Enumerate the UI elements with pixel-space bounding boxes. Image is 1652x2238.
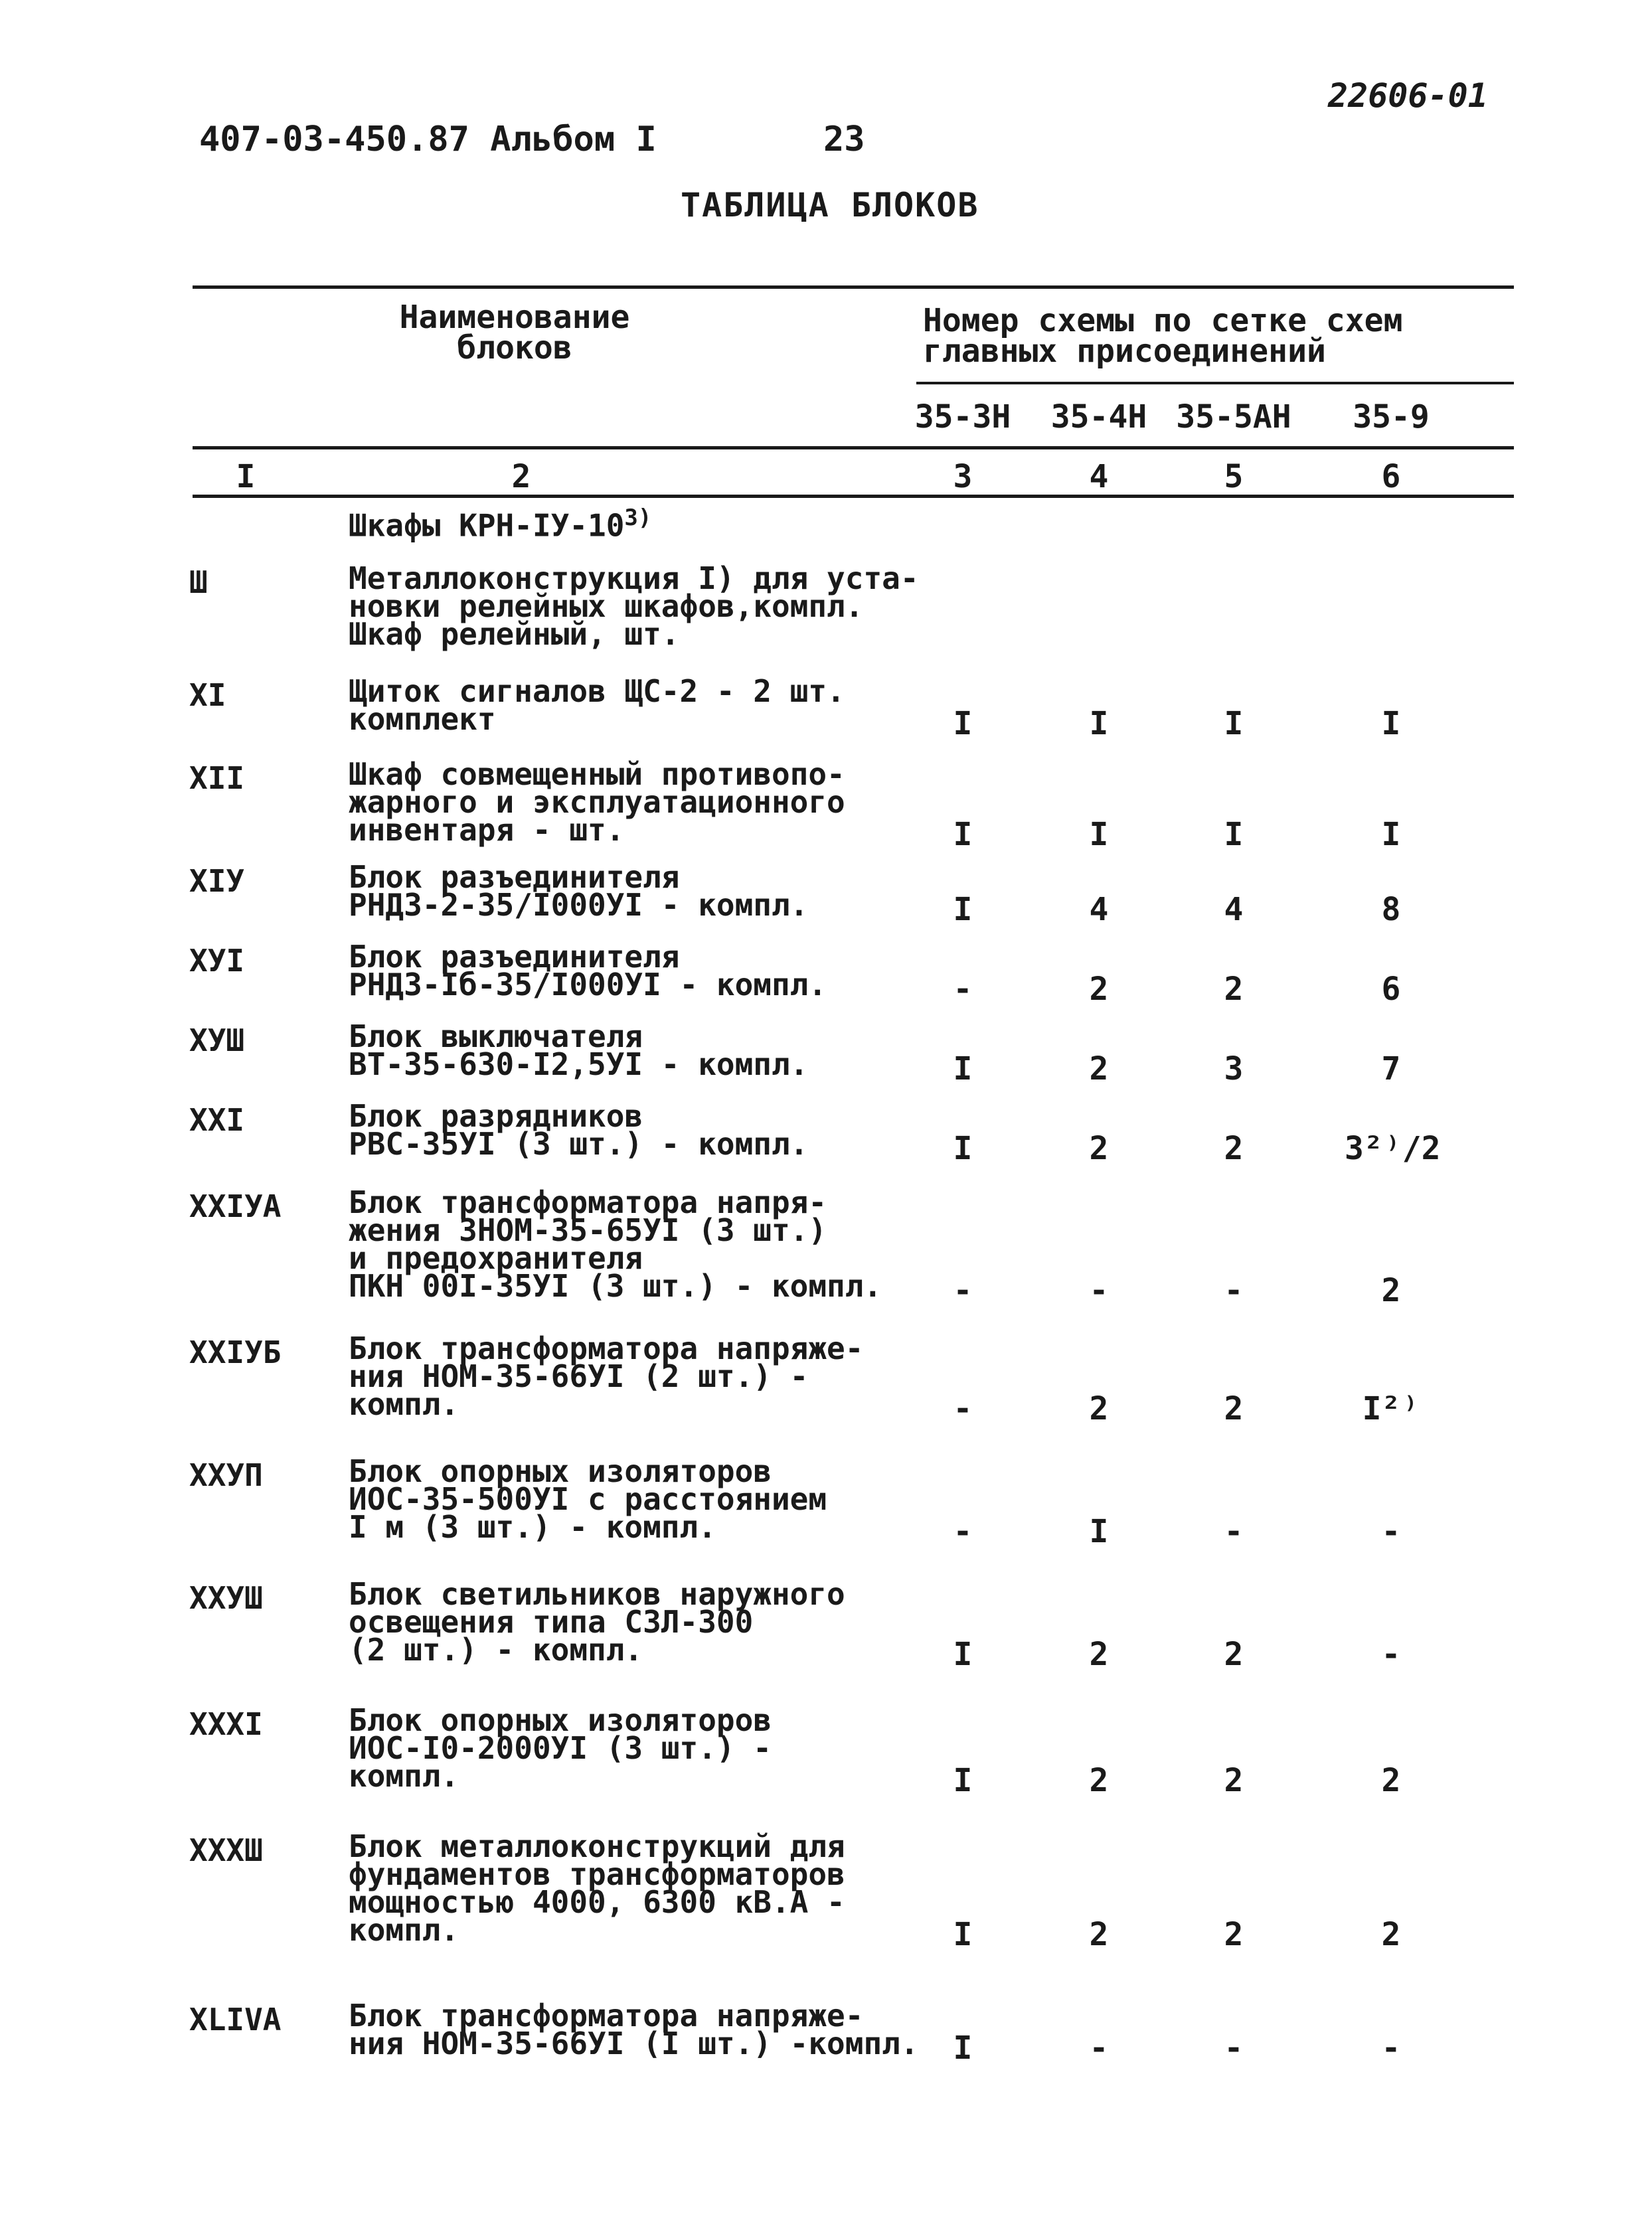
scheme-code: 35-3Н — [914, 398, 1011, 436]
page-number: 23 — [823, 120, 865, 159]
quantity-v4: 2 — [1089, 1636, 1109, 1673]
quantity-v3: - — [953, 971, 973, 1008]
quantity-v6: 2 — [1381, 1916, 1401, 1953]
quantity-v5: 3 — [1224, 1050, 1244, 1087]
block-name: Блок опорных изоляторов ИОС-35-500УI с расстоянием I м (3 шт.) - компл. — [349, 1453, 827, 1545]
quantity-v3: I — [953, 1050, 973, 1087]
column-header-name: Наименование блоков — [399, 299, 630, 366]
quantity-v5: 4 — [1224, 891, 1244, 928]
quantity-v4: 2 — [1089, 971, 1109, 1008]
quantity-v4: 2 — [1089, 1050, 1109, 1087]
quantity-v5: I — [1224, 816, 1244, 853]
block-code: XXI — [189, 1102, 245, 1138]
quantity-v4: 4 — [1089, 891, 1109, 928]
column-number: 4 — [1089, 458, 1109, 495]
quantity-v3: I — [953, 705, 973, 742]
quantity-v6: 6 — [1381, 971, 1401, 1008]
quantity-v6: 2 — [1381, 1272, 1401, 1309]
header-bottom-rule — [193, 446, 1514, 449]
block-name: Металлоконструкция I) для уста- новки релейных шкафов,компл. Шкаф релейный, шт. — [349, 560, 919, 652]
quantity-v4: I — [1089, 1513, 1109, 1550]
block-name: Блок трансформатора напря- жения ЗНОМ-35-65УI (3 шт.) и предохранителя ПКН 00I-35УI (3 шт.) - компл. — [349, 1184, 882, 1304]
quantity-v5: I — [1224, 705, 1244, 742]
quantity-v5: 2 — [1224, 971, 1244, 1008]
block-name: Блок светильников наружного освещения типа СЗЛ-300 (2 шт.) - компл. — [349, 1576, 845, 1668]
quantity-v3: I — [953, 1636, 973, 1673]
quantity-v4: - — [1089, 2030, 1109, 2067]
quantity-v6: - — [1381, 1513, 1401, 1550]
quantity-v4: 2 — [1089, 1762, 1109, 1799]
quantity-v3: I — [953, 1916, 973, 1953]
quantity-v6: 2 — [1381, 1762, 1401, 1799]
column-number: 2 — [511, 458, 531, 495]
section-label — [349, 505, 651, 543]
block-code: XXУШ — [189, 1580, 263, 1616]
quantity-v4: 2 — [1089, 1916, 1109, 1953]
quantity-v6: I²⁾ — [1362, 1390, 1420, 1427]
block-code: XLIVА — [189, 2002, 282, 2038]
quantity-v4: I — [1089, 816, 1109, 853]
quantity-v3: I — [953, 1130, 973, 1167]
quantity-v5: - — [1224, 2030, 1244, 2067]
quantity-v6: 7 — [1381, 1050, 1401, 1087]
quantity-v5: 2 — [1224, 1390, 1244, 1427]
block-code: XIУ — [189, 863, 245, 899]
column-header-scheme: Номер схемы по сетке схем главных присоединений — [923, 302, 1403, 370]
quantity-v5: - — [1224, 1513, 1244, 1550]
quantity-v3: I — [953, 816, 973, 853]
block-code: XXIУБ — [189, 1334, 282, 1370]
column-number: 6 — [1381, 458, 1401, 495]
scheme-header-rule — [916, 382, 1514, 384]
block-name: Блок разъединителя РНДЗ-2-35/I000УI - компл. — [349, 859, 809, 923]
quantity-v3: - — [953, 1272, 973, 1309]
quantity-v4: I — [1089, 705, 1109, 742]
column-number: 5 — [1224, 458, 1244, 495]
block-code: XXXI — [189, 1706, 263, 1742]
scheme-code: 35-5АН — [1176, 398, 1291, 436]
block-name: Блок металлоконструкций для фундаментов трансформаторов мощностью 4000, 6300 кВ.А - компл. — [349, 1828, 845, 1948]
block-name: Блок трансформатора напряже- ния НОМ-35-66УI (I шт.) -компл. — [349, 1998, 919, 2061]
block-code: ХУI — [189, 943, 245, 979]
quantity-v3: I — [953, 891, 973, 928]
column-number: 3 — [953, 458, 973, 495]
column-number: I — [236, 458, 256, 495]
quantity-v5: 2 — [1224, 1762, 1244, 1799]
block-name: Блок выключателя ВТ-35-630-I2,5УI - компл. — [349, 1018, 809, 1082]
quantity-v6: 3²⁾/2 — [1345, 1130, 1441, 1167]
quantity-v3: I — [953, 2030, 973, 2067]
block-name: Блок опорных изоляторов ИОС-I0-2000УI (3 шт.) - компл. — [349, 1702, 772, 1794]
archive-stamp: 22606-01 — [1328, 76, 1488, 115]
block-code: XXIУА — [189, 1188, 282, 1224]
block-code: XII — [189, 760, 245, 796]
quantity-v4: 2 — [1089, 1130, 1109, 1167]
quantity-v4: - — [1089, 1272, 1109, 1309]
block-name: Блок разрядников РВС-35УI (3 шт.) - компл. — [349, 1098, 809, 1162]
scheme-code: 35-9 — [1353, 398, 1430, 436]
scheme-code: 35-4Н — [1050, 398, 1147, 436]
quantity-v6: - — [1381, 2030, 1401, 2067]
block-code: XI — [189, 677, 226, 713]
block-name: Шкаф совмещенный противопо- жарного и эксплуатационного инвентаря - шт. — [349, 756, 845, 848]
block-code: XXУП — [189, 1457, 263, 1493]
block-name: Щиток сигналов ЩС-2 - 2 шт. комплект — [349, 673, 845, 737]
quantity-v5: 2 — [1224, 1916, 1244, 1953]
quantity-v6: 8 — [1381, 891, 1401, 928]
block-code: XXXШ — [189, 1832, 263, 1868]
quantity-v4: 2 — [1089, 1390, 1109, 1427]
quantity-v5: 2 — [1224, 1636, 1244, 1673]
document-code: 407-03-450.87 Альбом I — [199, 120, 657, 159]
quantity-v5: - — [1224, 1272, 1244, 1309]
block-name: Блок трансформатора напряже- ния НОМ-35-66УI (2 шт.) - компл. — [349, 1330, 864, 1422]
quantity-v3: - — [953, 1390, 973, 1427]
quantity-v6: - — [1381, 1636, 1401, 1673]
table-top-rule — [193, 285, 1514, 289]
quantity-v3: I — [953, 1762, 973, 1799]
page-title: ТАБЛИЦА БЛОКОВ — [681, 186, 979, 224]
section-label-text: Шкафы КРН-IУ-10 — [349, 507, 625, 544]
section-footnote-mark: 3) — [624, 505, 652, 531]
block-code: Ш — [189, 564, 208, 600]
block-code: ХУШ — [189, 1022, 245, 1058]
quantity-v3: - — [953, 1513, 973, 1550]
block-name: Блок разъединителя РНДЗ-Iб-35/I000УI - компл. — [349, 939, 827, 1002]
quantity-v5: 2 — [1224, 1130, 1244, 1167]
colnum-bottom-rule — [193, 495, 1514, 498]
quantity-v6: I — [1381, 705, 1401, 742]
quantity-v6: I — [1381, 816, 1401, 853]
